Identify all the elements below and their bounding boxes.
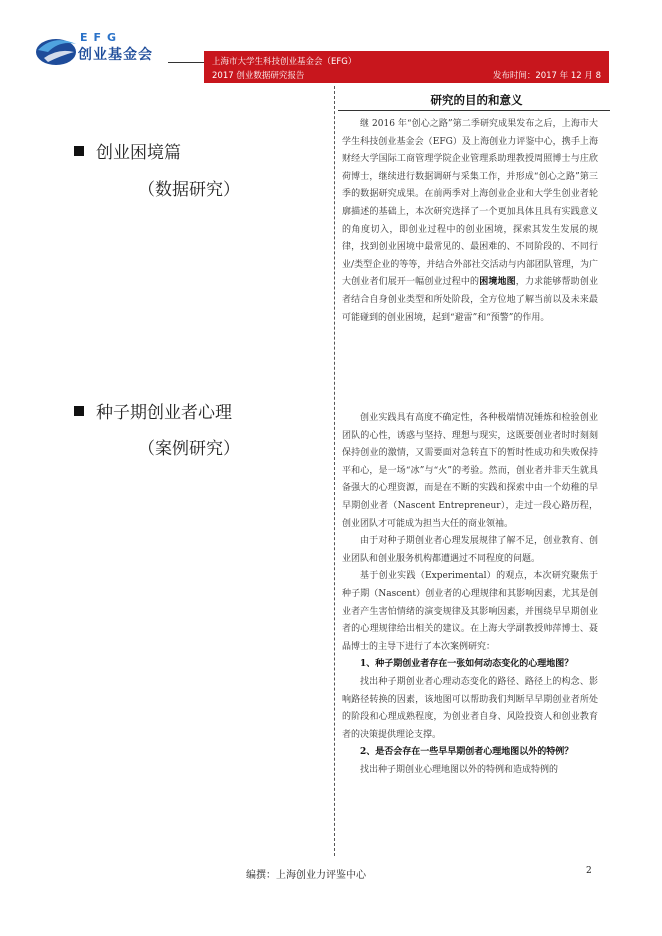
question-2-text: 找出种子期创业心理地图以外的特例和造成特例的 [360, 764, 559, 775]
subheading-case-research: （案例研究） [138, 439, 240, 459]
page-number: 2 [586, 866, 592, 876]
logo-text: 创业基金会 [78, 47, 153, 63]
heading-dilemma-text: 创业困境篇 [96, 143, 181, 163]
header-bar [204, 51, 609, 83]
logo-efg-letters: EFG [80, 31, 123, 44]
column-divider [334, 86, 335, 856]
square-bullet-icon [74, 406, 84, 416]
paragraph-approach: 基于创业实践（Experimental）的观点，本次研究聚焦于种子期（Nascent）创业者的心理规律和其影响因素，尤其是创业者产生害怕情绪的演变规律及其影响因素，并围绕早早期创业者的心理规律给出相关的建议。在上海大学副教授帅萍博士、聂晶博士的主导下进行了本次案例研究： [342, 571, 598, 652]
subheading-data-research: （数据研究） [138, 180, 240, 200]
logo-bird-icon [34, 30, 80, 70]
square-bullet-icon [74, 146, 84, 156]
seed-section-body [342, 410, 598, 779]
title-rule [338, 110, 610, 111]
heading-seed-psychology [74, 398, 232, 423]
header-publish-date: 发布时间：2017 年 12 月 8 [492, 71, 601, 81]
header-report-name: 2017 创业数据研究报告 [212, 71, 305, 81]
footer-editor: 编撰：上海创业力评鉴中心 [246, 870, 366, 881]
heading-seed-psychology-text: 种子期创业者心理 [96, 403, 232, 423]
question-1: 1、种子期创业者存在一张如何动态变化的心理地图？ [360, 659, 574, 670]
paragraph-uncertainty: 创业实践具有高度不确定性，各种极端情况锤炼和检验创业团队的心性，诱惑与坚持、理想与现实，这既要创业者时时刻刻保持创业的激情，又需要面对急转直下的暂时性成功和失败保持平和心，是一场“冰”与“火”的考验。然而，创业者并非天生就具备强大的心理资源，而是在不断的实践和探索中由一个幼稚的早早期创业者（Nascent Entrepreneur），走过一段心路历程，创业团队才可能成为担当大任的商业领袖。 [342, 413, 598, 529]
question-1-text: 找出种子期创业者心理动态变化的路径、路径上的构念、影响路径转换的因素，该地图可以帮助我们判断早早期创业者所处的阶段和心理成熟程度，为创业者自身、风险投资人和创业教育者的决策提供理论支撑。 [342, 676, 598, 740]
question-2: 2、是否会存在一些早早期创者心理地图以外的特例？ [360, 747, 574, 758]
heading-dilemma [74, 138, 181, 163]
purpose-paragraph: 继 2016 年“创心之路”第二季研究成果发布之后，上海市大学生科技创业基金会（EFG）及上海创业力评鉴中心，携手上海财经大学国际工商管理学院企业管理系助理教授周照博士与庄欣荷博士，继续进行数据调研与采集工作，并形成“创心之路”第三季的数据研究成果。在前两季对上海创业企业和大学生创业者轮廓描述的基础上，本次研究选择了一个更加具体且具有实践意义的角度切入，即创业过程中的创业困境，探索其发生发展的规律，找到创业困境中最常见的、最困难的、不同阶段的、不同行业/类型企业的等等，并结合外部社交活动与内部团队管理，为广大创业者们展开一幅创业过程中的困境地图，力求能够帮助创业者结合自身创业类型和所处阶段，全方位地了解当前以及未来最可能碰到的创业困境，起到“避雷”和“预警”的作用。 [342, 119, 598, 323]
dilemma-map-emphasis: 困境地图 [479, 277, 516, 288]
header-divider [168, 62, 204, 63]
section-title: 研究的目的和意义 [430, 93, 523, 107]
header-org-name: 上海市大学生科技创业基金会（EFG） [212, 57, 357, 67]
paragraph-problem: 由于对种子期创业者心理发展规律了解不足，创业教育、创业团队和创业服务机构都遭遇过不同程度的问题。 [342, 536, 598, 564]
